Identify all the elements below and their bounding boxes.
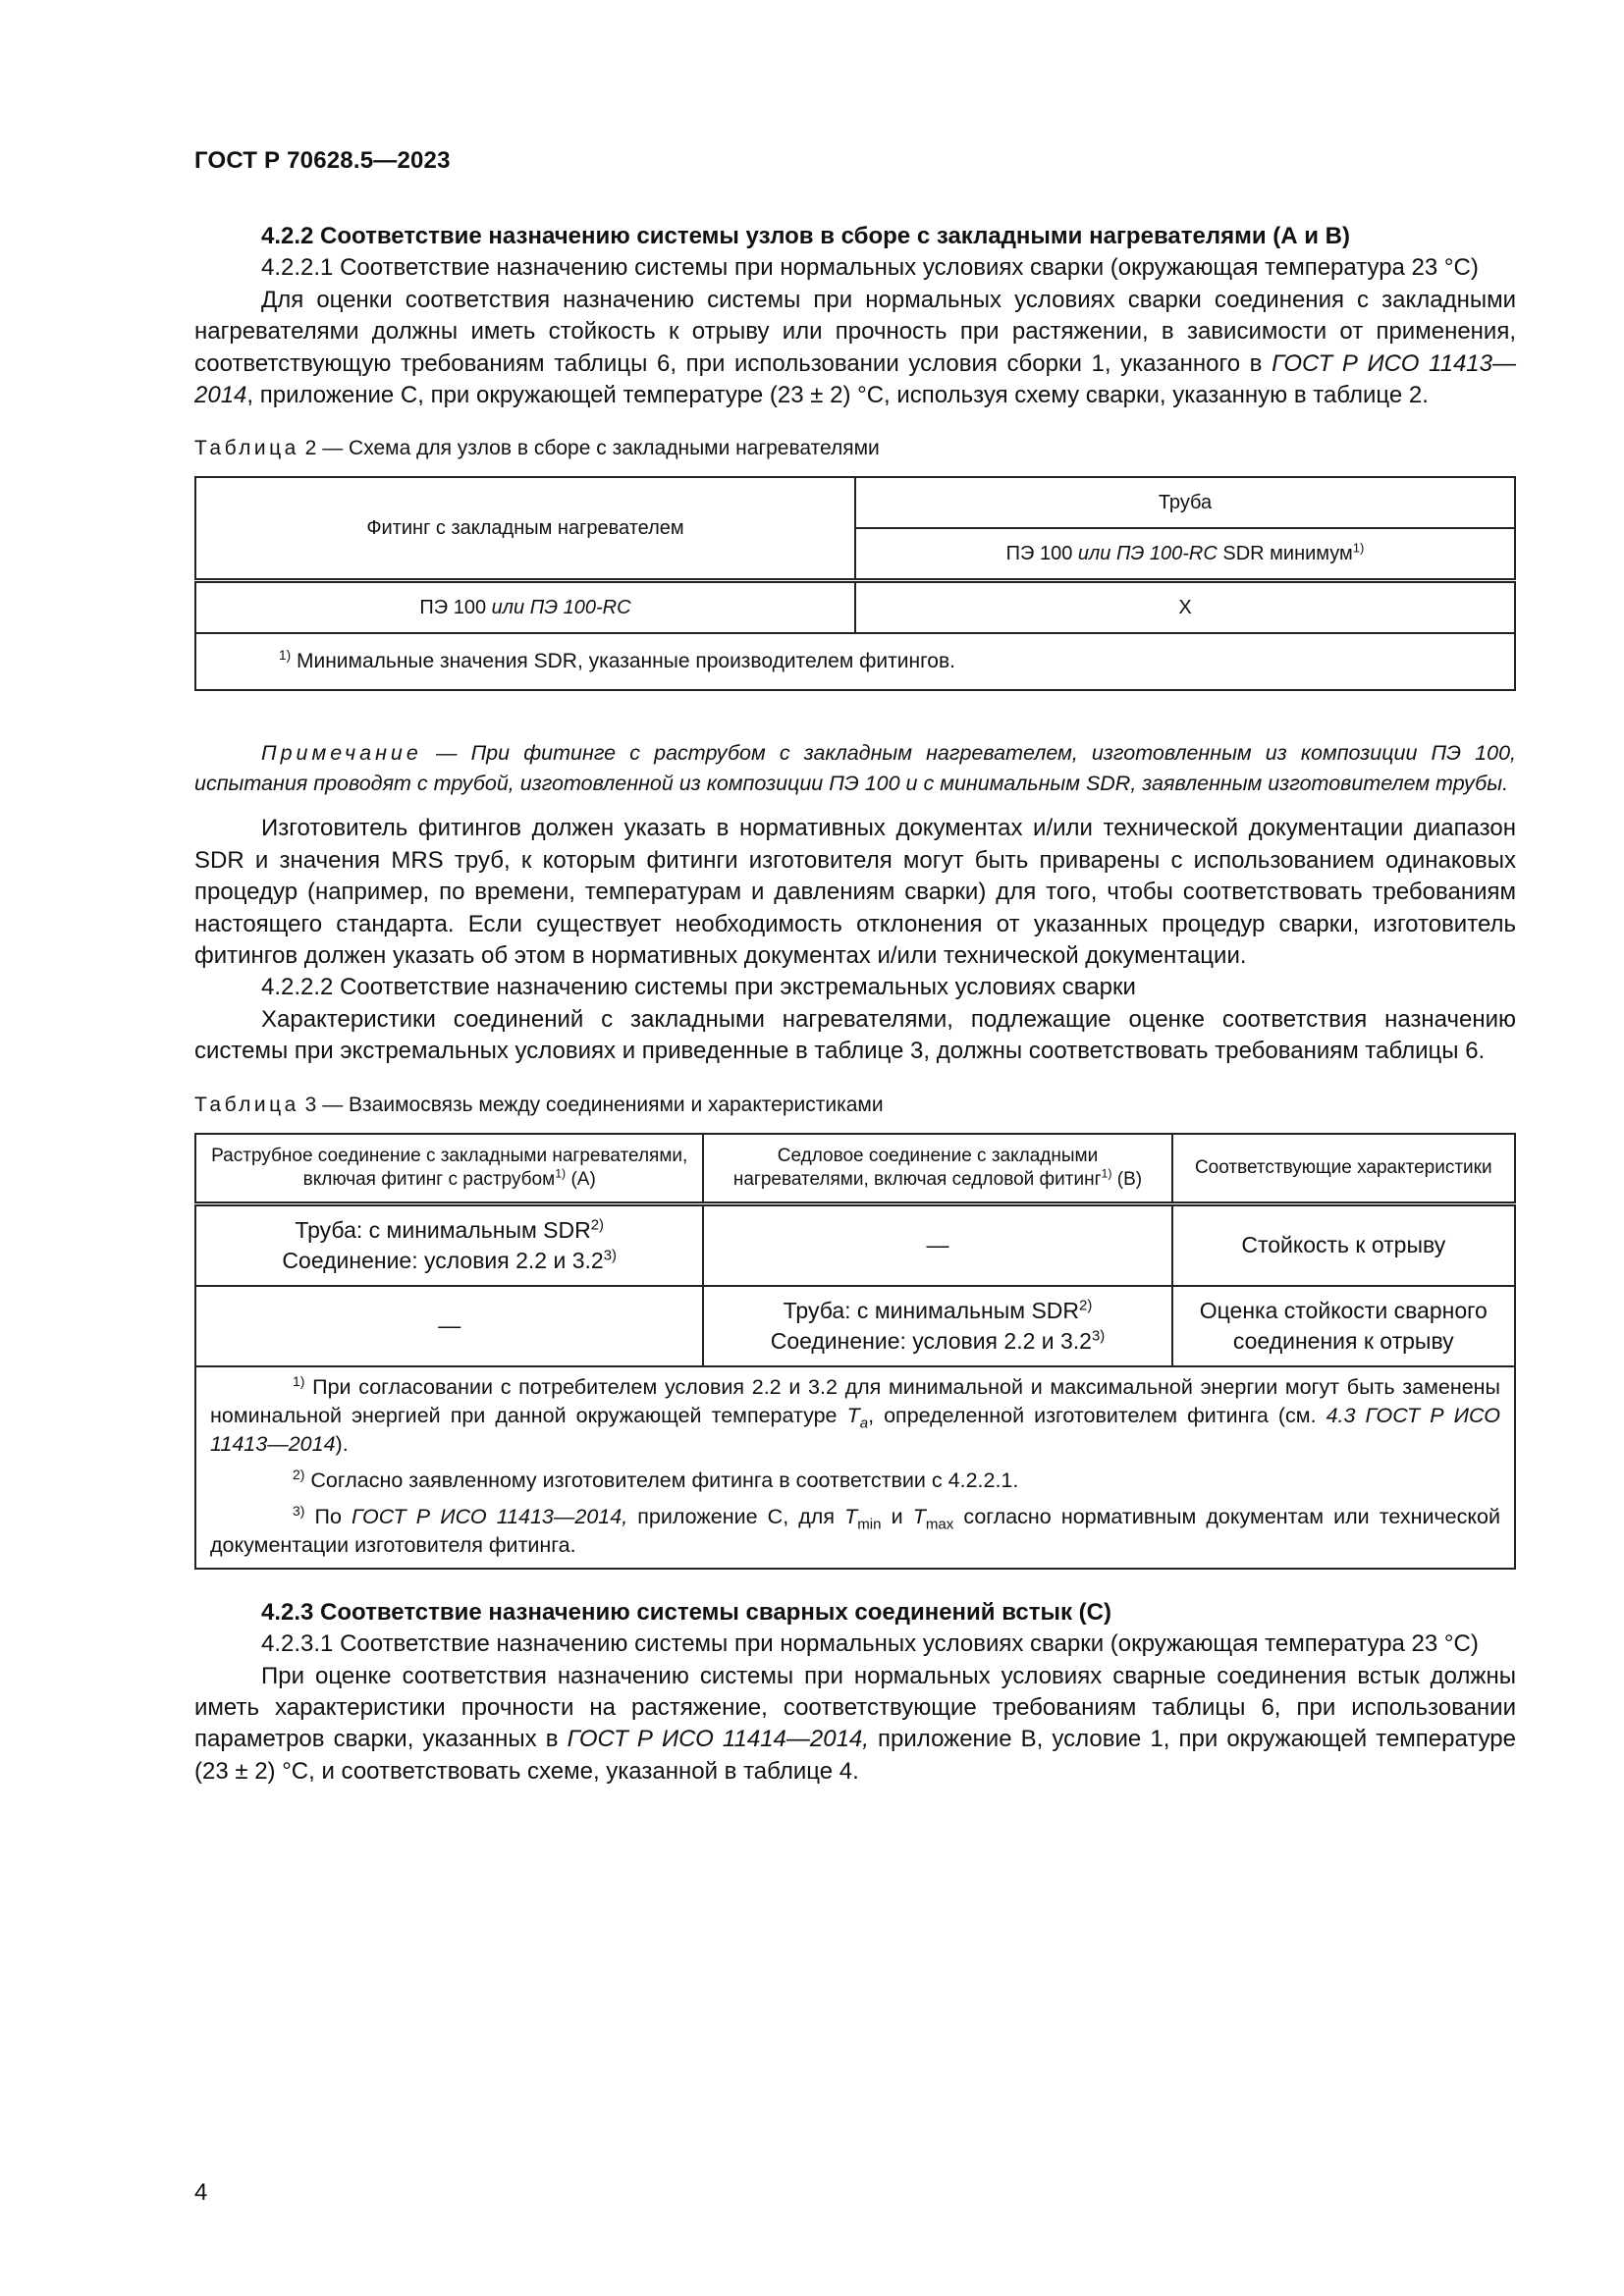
cell-characteristic: Оценка стойкости сварного соединения к отрыву [1172, 1286, 1515, 1366]
text-run: При оценке соответствия назначению системы при нормальных условиях сварные соединения встык должны иметь характеристики прочности на растяжение, соответствующие требованиям таблицы 6, при использовании параметров сварки, указанных в [194, 1662, 1516, 1753]
symbol-subscript: a [859, 1414, 869, 1431]
text-run: Труба: с минимальным SDR [783, 1297, 1080, 1323]
footnote-3 [210, 1503, 1500, 1560]
symbol-subscript: min [857, 1515, 882, 1532]
paragraph-extreme-conditions: Характеристики соединений с закладными нагревателями, подлежащие оценке соответствия назначению системы при экстремальных условиях и приведенные в таблице 3, должны соответствовать требованиям таблицы 6. [194, 1005, 1516, 1065]
text-run: Седловое соединение с закладными нагревателями, включая седловой фитинг [732, 1145, 1102, 1190]
paragraph-normal-conditions [194, 285, 1516, 412]
paragraph-manufacturer: Изготовитель фитингов должен указать в нормативных документах и/или технической документации диапазон SDR и значения MRS труб, к которым фитинги изготовителя могут быть приварены с использованием одинаковых процедур (например, по времени, температурам и давлениям сварки) для того, чтобы соответствовать требованиям настоящего стандарта. Если существует необходимость отклонения от указанных процедур сварки, изготовитель фитингов должен указать об этом в нормативных документах и/или технической документации. [194, 815, 1516, 970]
footnote-marker: 1) [555, 1166, 567, 1181]
text-run: , определенной изготовителем фитинга (см. [868, 1403, 1326, 1427]
footnote-2 [210, 1467, 1500, 1495]
standard-reference: 4.3 ГОСТ Р ИСО 11413—2014 [210, 1403, 1500, 1456]
text-run: ПЭ 100 [1005, 543, 1078, 565]
cell-dash: — [703, 1203, 1171, 1286]
footnote-marker: 2) [293, 1466, 305, 1482]
cell-fitting-material [195, 581, 855, 634]
text-run: По [304, 1504, 352, 1528]
text-run: SDR минимум [1217, 543, 1353, 565]
header-saddle-joint [703, 1134, 1171, 1204]
footnote-marker: 1) [279, 648, 292, 664]
symbol-subscript: max [925, 1515, 954, 1532]
table2-caption [194, 435, 1516, 462]
footnote-marker: 3) [293, 1502, 305, 1519]
header-socket-joint [195, 1134, 703, 1204]
text-run: (А) [566, 1168, 596, 1190]
text-run: При согласовании с потребителем условия 2.2 и 3.2 для минимальной и максимальной энергии могут быть заменены номинальной энергией при данной окружающей температуре [210, 1374, 1500, 1427]
text-run: Труба: с минимальным SDR [295, 1216, 591, 1243]
footnote-marker: 3) [603, 1247, 617, 1264]
note-text: — При фитинге с раструбом с закладным нагревателем, изготовленным из композиции ПЭ 100, испытания проводят с трубой, изготовленной из композиции ПЭ 100 и с минимальным SDR, заявленным изготовителем трубы. [194, 741, 1516, 796]
caption-text: 2 — Схема для узлов в сборе с закладными нагревателями [298, 437, 880, 460]
section-heading-4-2-3: 4.2.3 Соответствие назначению системы сварных соединений встык (С) [261, 1598, 1111, 1626]
text-run: приложение С, для [627, 1504, 845, 1528]
footnote-marker: 1) [293, 1372, 305, 1389]
note-label: Примечание [261, 741, 422, 766]
text-run: Согласно заявленному изготовителем фитинга в соответствии с 4.2.2.1. [304, 1468, 1019, 1492]
standard-reference: ГОСТ Р ИСО 11414—2014, [567, 1726, 869, 1753]
footnote-marker: 2) [1079, 1297, 1093, 1314]
text-run-italic: или ПЭ 100-RC [1077, 543, 1218, 565]
cell-dash: — [195, 1286, 703, 1366]
footnote-marker: 1) [1352, 540, 1365, 556]
cell-characteristic: Стойкость к отрыву [1172, 1203, 1515, 1286]
standard-reference: ГОСТ Р ИСО 11413—2014, [352, 1504, 628, 1528]
table-footnotes-row [195, 1366, 1515, 1569]
text-run: согласно нормативным документам или технической документации изготовителя фитинга. [210, 1504, 1501, 1557]
text-run: ). [335, 1431, 349, 1456]
table2-footnote [195, 633, 1515, 690]
document-id: ГОСТ Р 70628.5—2023 [194, 147, 451, 174]
cell-pipe-mark: X [855, 581, 1515, 634]
caption-label: Таблица [194, 437, 299, 460]
symbol-T: T [844, 1504, 858, 1528]
cell-socket-conditions [195, 1203, 703, 1286]
symbol-T: T [846, 1403, 860, 1427]
symbol-T: T [912, 1504, 926, 1528]
paragraph-butt-joints [194, 1661, 1516, 1789]
text-run: Соединение: условия 2.2 и 3.2 [282, 1247, 604, 1273]
table-row [195, 1203, 1515, 1286]
cell-saddle-conditions [703, 1286, 1171, 1366]
table3-caption [194, 1092, 1516, 1119]
footnote-marker: 2) [590, 1216, 605, 1234]
clause-4-2-3-1: 4.2.3.1 Соответствие назначению системы при нормальных условиях сварки (окружающая температура 23 °С) [261, 1630, 1479, 1658]
page-content [194, 221, 1516, 1788]
table-row [195, 581, 1515, 634]
table-header-row [195, 477, 1515, 528]
header-characteristics: Соответствующие характеристики [1172, 1134, 1515, 1204]
text-run: , приложение С, при окружающей температуре (23 ± 2) °С, используя схему сварки, указанную в таблице 2. [246, 382, 1429, 409]
text-run: (В) [1111, 1168, 1143, 1190]
text-run-italic: или ПЭ 100-RC [491, 597, 631, 619]
footnote-1 [210, 1373, 1500, 1459]
page-number: 4 [194, 2179, 208, 2206]
text-run: Раструбное соединение с закладными нагревателями, включая фитинг с раструбом [211, 1145, 688, 1190]
footnote-text: Минимальные значения SDR, указанные производителем фитингов. [291, 650, 955, 673]
standard-reference: ГОСТ Р ИСО 11413—2014 [194, 349, 1516, 409]
text-run: ПЭ 100 [419, 597, 492, 619]
text-run: и [881, 1504, 913, 1528]
table3-footnotes [195, 1366, 1515, 1569]
text-run: приложение В, условие 1, при окружающей температуре (23 ± 2) °С, и соответствовать схеме, указанной в таблице 4. [194, 1726, 1517, 1785]
table-row [195, 1286, 1515, 1366]
clause-4-2-2-2: 4.2.2.2 Соответствие назначению системы при экстремальных условиях сварки [261, 974, 1136, 1001]
table-2 [194, 476, 1516, 691]
caption-text: 3 — Взаимосвязь между соединениями и характеристиками [298, 1093, 884, 1116]
table-header-row [195, 1134, 1515, 1204]
text-run: Соединение: условия 2.2 и 3.2 [770, 1327, 1092, 1354]
caption-label: Таблица [194, 1093, 299, 1116]
text-run: Для оценки соответствия назначению системы при нормальных условиях сварки соединения с закладными нагревателями должны иметь стойкость к отрыву или прочность при растяжении, в зависимости от применения, соответствующую требованиям таблицы 6, при использовании условия сборки 1, указанного в [194, 286, 1516, 377]
header-pipe-material [855, 528, 1515, 581]
section-heading-4-2-2: 4.2.2 Соответствие назначению системы узлов в сборе с закладными нагревателями (А и В) [261, 223, 1350, 249]
header-pipe: Труба [855, 477, 1515, 528]
header-fitting: Фитинг с закладным нагревателем [195, 477, 855, 581]
footnote-marker: 3) [1091, 1327, 1106, 1345]
footnote-marker: 1) [1101, 1166, 1112, 1181]
table-3 [194, 1133, 1516, 1570]
clause-4-2-2-1: 4.2.2.1 Соответствие назначению системы при нормальных условиях сварки (окружающая температура 23 °С) [261, 254, 1479, 282]
note-paragraph [194, 738, 1516, 799]
table-footnote-row [195, 633, 1515, 690]
